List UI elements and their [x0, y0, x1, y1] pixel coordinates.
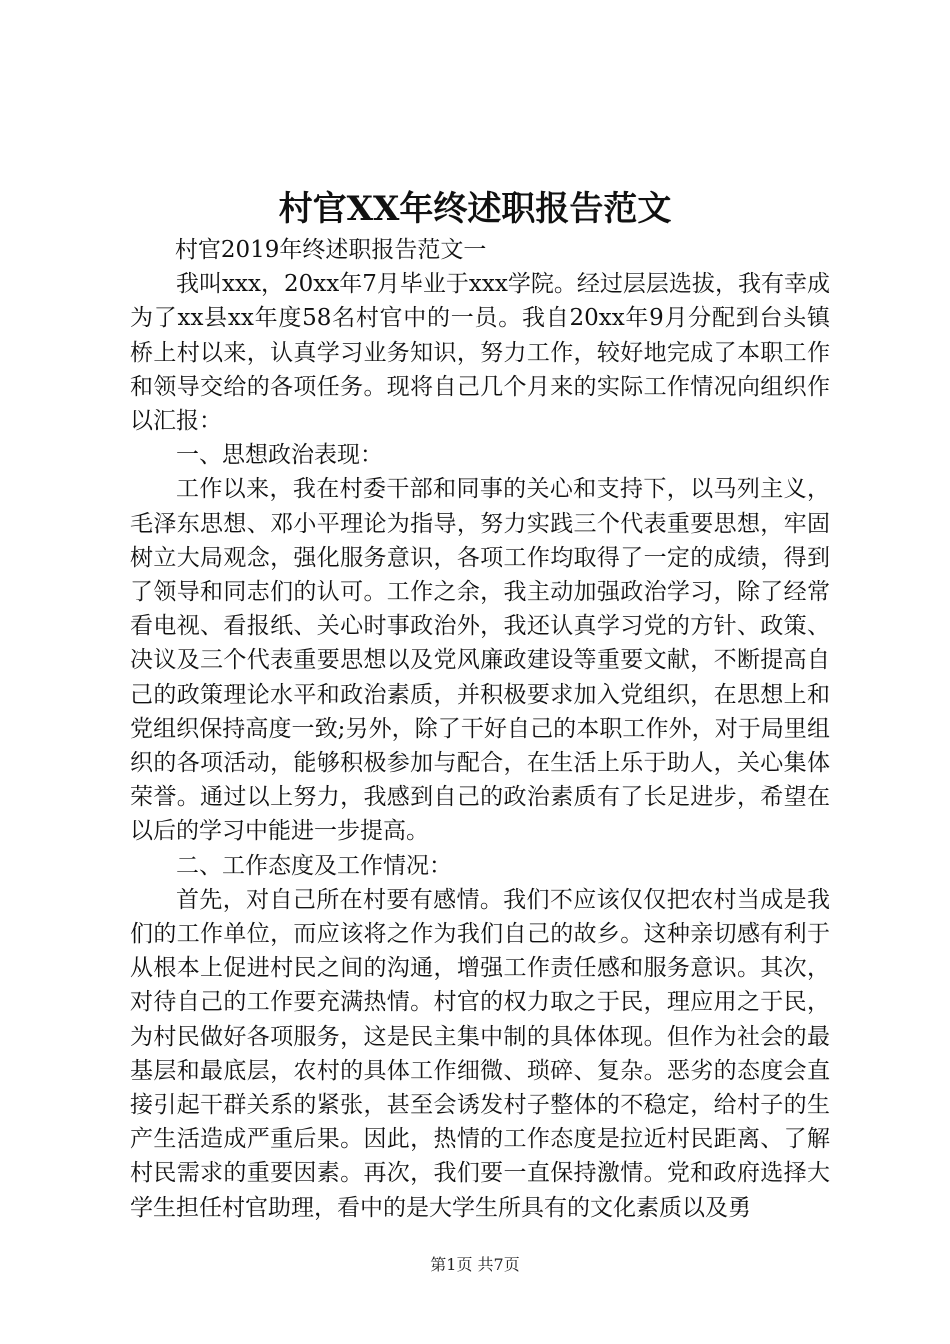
section-heading-political: 一、思想政治表现：	[176, 442, 383, 469]
document-title: 村官XX年终述职报告范文	[278, 189, 672, 229]
work-paragraph: 首先，对自己所在村要有感情。我们不应该仅仅把农村当成是我们的工作单位，而应该将之作为我们自己的故乡。这种亲切感有利于从根本上促进村民之间的沟通，增强工作责任感和服务意识。其次，对待自己的工作要充满热情。村官的权力取之于民，理应用之于民，为村民做好各项服务，这是民主集中制的具体体现。但作为社会的最基层和最底层，农村的具体工作细微、琐碎、复杂。恶劣的态度会直接引起干群关系的紧张，甚至会诱发村子整体的不稳定，给村子的生产生活造成严重后果。因此，热情的工作态度是拉近村民距离、了解村民需求的重要因素。再次，我们要一直保持激情。党和政府选择大学生担任村官助理，看中的是大学生所具有的文化素质以及勇	[130, 886, 830, 1221]
document-body	[130, 233, 830, 1225]
page-footer: 第1页 共7页	[430, 1255, 520, 1274]
section-heading-work: 二、工作态度及工作情况：	[176, 852, 452, 879]
political-paragraph: 工作以来，我在村委干部和同事的关心和支持下，以马列主义，毛泽东思想、邓小平理论为指导，努力实践三个代表重要思想，牢固树立大局观念，强化服务意识，各项工作均取得了一定的成绩，得到了领导和同志们的认可。工作之余，我主动加强政治学习，除了经常看电视、看报纸、关心时事政治外，我还认真学习党的方针、政策、决议及三个代表重要思想以及党风廉政建设等重要文献，不断提高自己的政策理论水平和政治素质，并积极要求加入党组织，在思想上和党组织保持高度一致;另外，除了干好自己的本职工作外，对于局里组织的各项活动，能够积极参加与配合，在生活上乐于助人，关心集体荣誉。通过以上努力，我感到自己的政治素质有了长足进步，希望在以后的学习中能进一步提高。	[130, 476, 830, 845]
intro-paragraph: 我叫xxx，20xx年7月毕业于xxx学院。经过层层选拔，我有幸成为了xx县xx年度58名村官中的一员。我自20xx年9月分配到台头镇桥上村以来，认真学习业务知识，努力工作，较好地完成了本职工作和领导交给的各项任务。现将自己几个月来的实际工作情况向组织作以汇报：	[130, 271, 830, 435]
document-subtitle: 村官2019年终述职报告范文一	[174, 237, 487, 263]
